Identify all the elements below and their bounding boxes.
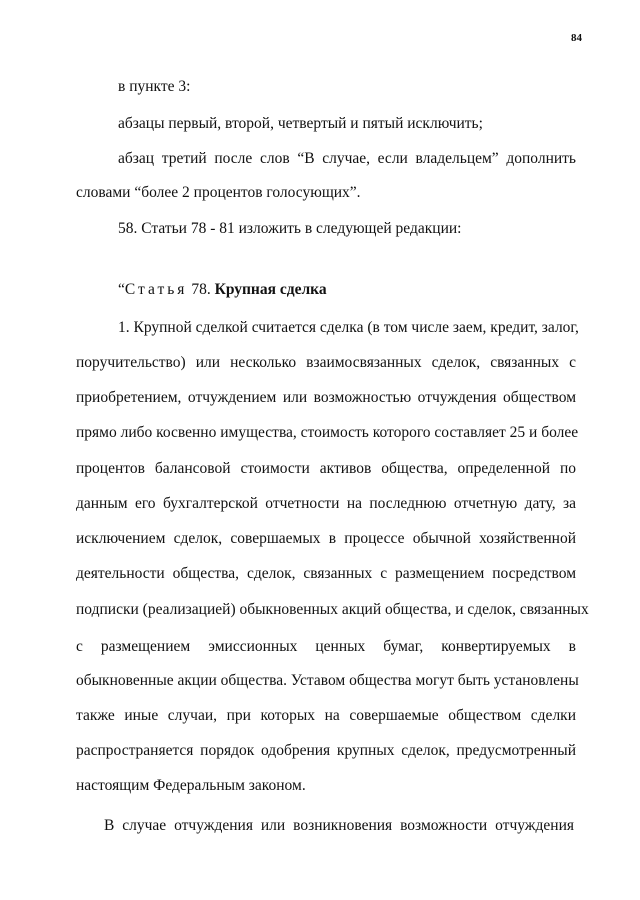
body-line: обыкновенные акции общества. Уставом общества могут быть установлены xyxy=(76,672,579,689)
paragraph-item-3: в пункте 3: xyxy=(118,78,191,95)
paragraph-abzac-third-line2: словами “более 2 процентов голосующих”. xyxy=(76,184,361,201)
body-line-continued: В случае отчуждения или возникновения возможности отчуждения xyxy=(104,817,574,834)
body-line: также иные случаи, при которых на совершаемые обществом сделки xyxy=(76,707,576,724)
body-line: процентов балансовой стоимости активов общества, определенной по xyxy=(76,460,576,477)
body-line: настоящим Федеральным законом. xyxy=(76,777,306,794)
body-line: приобретением, отчуждением или возможностью отчуждения обществом xyxy=(76,389,576,406)
body-line: 1. Крупной сделкой считается сделка (в том числе заем, кредит, залог, xyxy=(118,319,579,336)
article-quote-mark: “ xyxy=(118,281,125,298)
body-line: поручительство) или несколько взаимосвязанных сделок, связанных с xyxy=(76,354,576,371)
paragraph-delete-abzacy: абзацы первый, второй, четвертый и пятый исключить; xyxy=(118,115,483,132)
body-line: подписки (реализацией) обыкновенных акций общества, и сделок, связанных xyxy=(76,601,589,618)
paragraph-item-58: 58. Статьи 78 - 81 изложить в следующей редакции: xyxy=(118,220,462,237)
body-line: распространяется порядок одобрения крупных сделок, предусмотренный xyxy=(76,742,576,759)
article-heading xyxy=(118,280,327,300)
body-line: деятельности общества, сделок, связанных с размещением посредством xyxy=(76,565,576,582)
page-number: 84 xyxy=(571,32,582,44)
paragraph-abzac-third-line1: абзац третий после слов “В случае, если владельцем” дополнить xyxy=(118,150,576,167)
article-number: 78. xyxy=(187,281,215,298)
body-line: данным его бухгалтерской отчетности на последнюю отчетную дату, за xyxy=(76,495,576,512)
body-line: исключением сделок, совершаемых в процессе обычной хозяйственной xyxy=(76,530,576,547)
article-label: Статья xyxy=(124,281,188,298)
article-title: Крупная сделка xyxy=(214,281,327,298)
body-line: прямо либо косвенно имущества, стоимость которого составляет 25 и более xyxy=(76,424,579,441)
body-line: с размещением эмиссионных ценных бумаг, конвертируемых в xyxy=(76,638,576,655)
